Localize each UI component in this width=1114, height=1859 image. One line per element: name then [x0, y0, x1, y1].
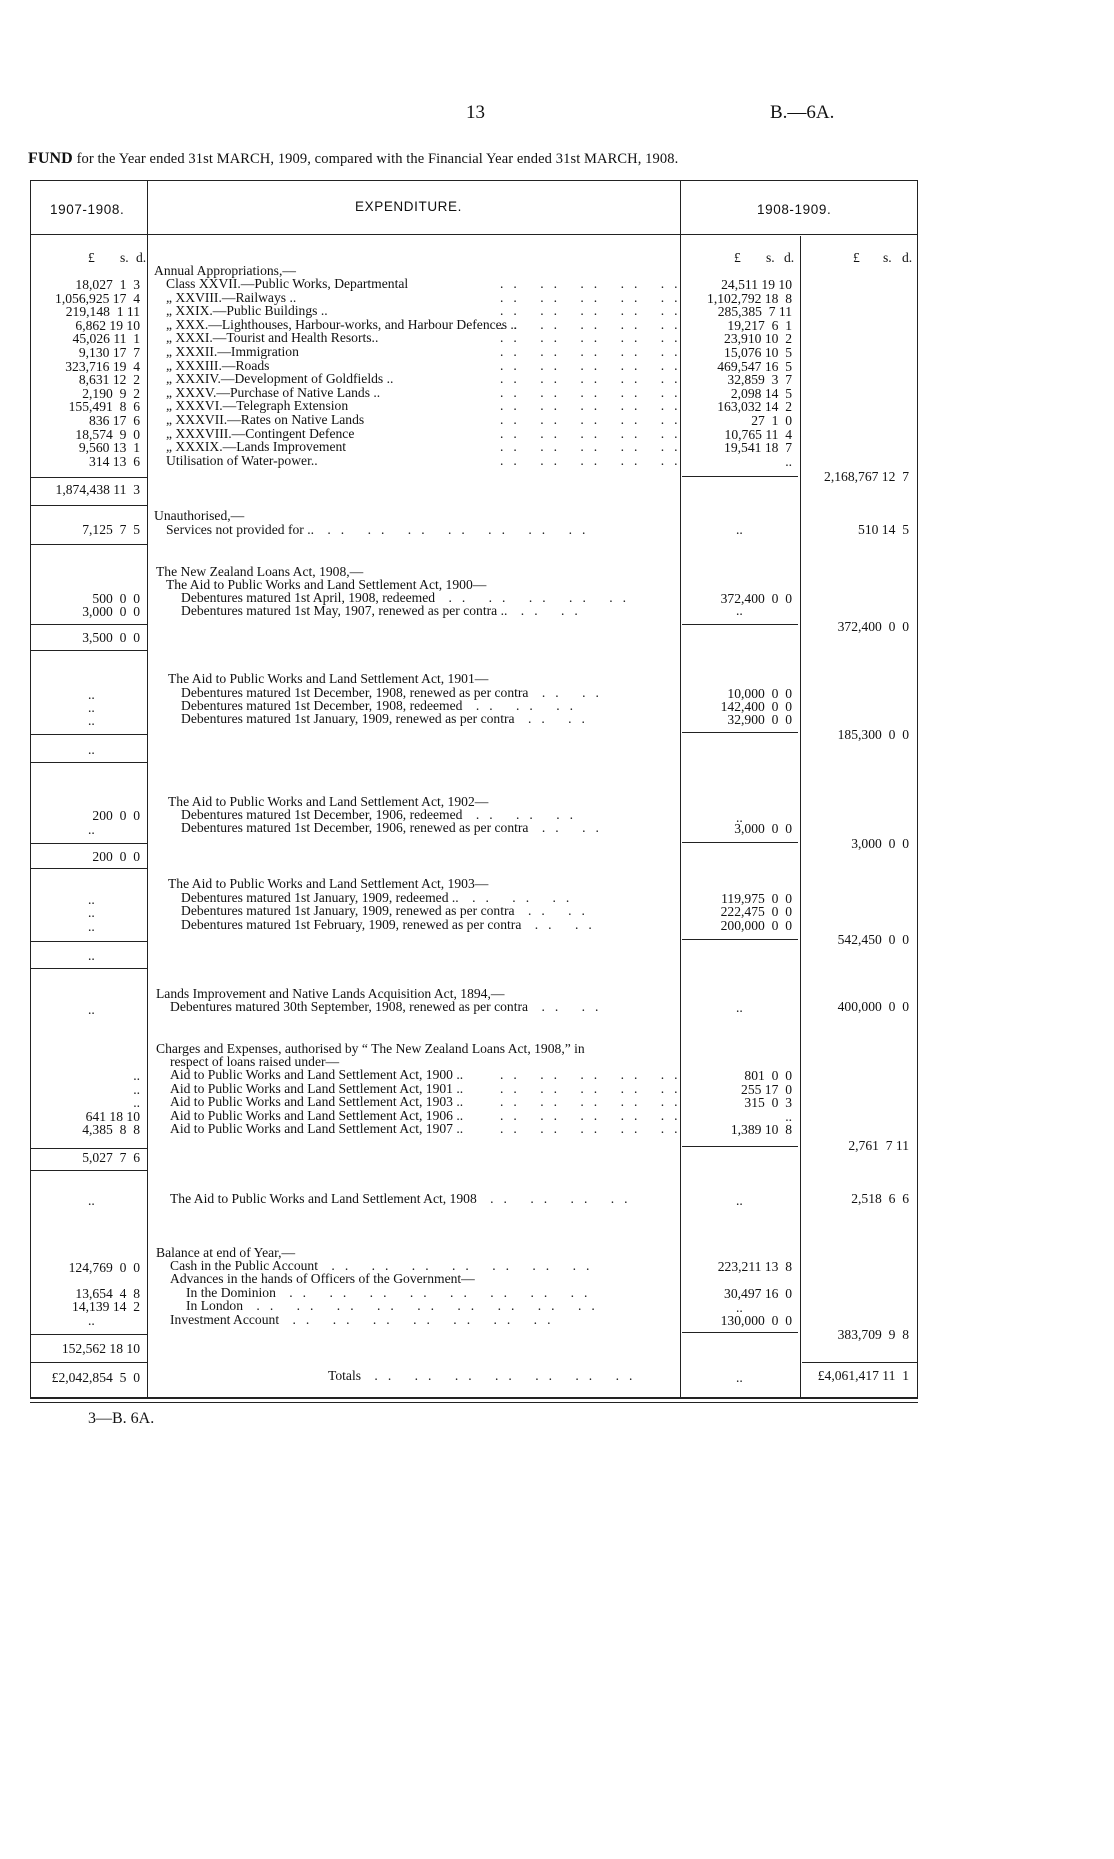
act1903-row-1-label: Debentures matured 1st January, 1909, redeemed .. .. .. .. [181, 890, 580, 905]
balance-cur-rule [682, 1332, 798, 1333]
annual-row-13-label: „ XXXIX.—Lands Improvement [166, 439, 347, 455]
act1903-prev-total: .. [88, 948, 95, 963]
annual-row-6-prev: 9,130 17 7 [78, 345, 140, 360]
act1902-prev-total: 200 0 0 [92, 849, 140, 864]
annual-row-7-leader: .. .. .. .. .. [500, 357, 688, 373]
annual-row-11-label: „ XXXVII.—Rates on Native Lands [166, 412, 365, 427]
charges-row-3-label: Aid to Public Works and Land Settlement Act, 1903 .. [170, 1094, 464, 1110]
balance-dominion-prev: 13,654 4 8 [75, 1286, 140, 1301]
annual-row-12-cur: 10,765 11 4 [724, 426, 792, 442]
annual-row-9-leader: .. .. .. .. .. [500, 384, 688, 400]
charges-heading-2: respect of loans raised under— [170, 1054, 340, 1069]
annual-row-9-label: „ XXXV.—Purchase of Native Lands .. [166, 384, 381, 400]
annual-row-1-cur: 24,511 19 10 [721, 277, 792, 292]
unit-pound-right: £ [853, 250, 860, 265]
charges-row-1-prev: .. [133, 1068, 140, 1083]
table-bottom-rule [30, 1397, 918, 1399]
annual-row-4-cur: 19,217 6 1 [727, 317, 792, 333]
table-left-edge [30, 180, 31, 1398]
annual-row-7-prev: 323,716 19 4 [65, 358, 140, 374]
title-lead: FUND [28, 150, 73, 167]
act1901-row-3-cur: 32,900 0 0 [727, 712, 792, 727]
column-header-1907: 1907-1908. [50, 202, 125, 217]
annual-row-8-label: „ XXXIV.—Development of Goldfields .. [166, 371, 394, 387]
unauth-cur: .. [736, 522, 743, 537]
annual-row-10-label: „ XXXVI.—Telegraph Extension [166, 398, 349, 414]
annual-row-8-prev: 8,631 12 2 [78, 372, 140, 388]
act1902-prev-rule [30, 843, 147, 844]
annual-row-5-prev: 45,026 11 1 [72, 331, 140, 347]
annual-row-12-leader: .. .. .. .. .. [500, 425, 688, 441]
balance-investment-label: Investment Account .. .. .. .. .. .. .. [170, 1312, 561, 1327]
act1901-prev-bottom-rule [30, 762, 147, 763]
lands1894-prev: .. [88, 1002, 95, 1017]
nzla-prev-total: 3,500 0 0 [82, 630, 140, 645]
unauth-prev-rule [30, 544, 147, 545]
nzla-row-2-cur: .. [736, 603, 743, 618]
column-header-expenditure: EXPENDITURE. [355, 199, 462, 214]
act1901-heading: The Aid to Public Works and Land Settlement Act, 1901— [168, 671, 489, 686]
table-bottom-rule-2 [30, 1402, 918, 1403]
annual-row-3-leader: .. .. .. .. .. [500, 303, 688, 319]
nzla-row-1-label: Debentures matured 1st April, 1908, redeemed .. .. .. .. .. [181, 590, 637, 605]
annual-row-8-cur: 32,859 3 7 [727, 372, 792, 388]
act1902-total: 3,000 0 0 [851, 836, 909, 851]
act1903-row-1-cur: 119,975 0 0 [721, 891, 792, 906]
act1903-row-3-label: Debentures matured 1st February, 1909, renewed as per contra .. .. [181, 917, 602, 932]
balance-london-prev: 14,139 14 2 [72, 1299, 140, 1314]
annual-row-1-leader: .. .. .. .. .. [500, 276, 688, 291]
act1903-heading: The Aid to Public Works and Land Settlement Act, 1903— [168, 876, 489, 891]
annual-prev-bottom-rule [30, 505, 147, 506]
charges-prev-bottom-rule [30, 1170, 147, 1171]
annual-row-6-leader: .. .. .. .. .. [500, 344, 688, 359]
nzla-heading: The New Zealand Loans Act, 1908,— [156, 564, 364, 579]
act1902-row-1-cur: .. [736, 810, 743, 825]
totals-label: Totals .. .. .. .. .. .. .. [328, 1368, 643, 1383]
unit-s-left: s. [120, 250, 129, 265]
balance-cash-prev: 124,769 0 0 [68, 1260, 140, 1275]
lands1894-heading: Lands Improvement and Native Lands Acquisition Act, 1894,— [156, 986, 505, 1001]
nzla-cur-rule [682, 624, 798, 625]
nzla-row-1-prev: 500 0 0 [92, 591, 140, 606]
balance-cash-label: Cash in the Public Account .. .. .. .. .. .. .. [170, 1258, 600, 1273]
balance-advances-label: Advances in the hands of Officers of the Government— [170, 1271, 475, 1286]
charges-row-2-prev: .. [133, 1081, 140, 1097]
nzla-subheading: The Aid to Public Works and Land Settlement Act, 1900— [166, 577, 487, 592]
unauth-heading: Unauthorised,— [154, 508, 245, 523]
charges-row-3-prev: .. [133, 1095, 140, 1111]
act1902-row-2-prev: .. [88, 822, 95, 837]
annual-row-14-label: Utilisation of Water-power.. [166, 452, 318, 468]
table-top-rule [30, 180, 918, 181]
page-number: 13 [466, 102, 485, 123]
annual-row-14-cur: .. [785, 453, 792, 469]
signature-mark: 3—B. 6A. [88, 1410, 155, 1427]
act1908-label: The Aid to Public Works and Land Settlement Act, 1908 .. .. .. .. [170, 1191, 638, 1206]
act1901-total: 185,300 0 0 [837, 727, 909, 742]
charges-row-4-prev: 641 18 10 [85, 1108, 140, 1124]
nzla-prev-bottom-rule [30, 650, 147, 651]
unauth-prev: 7,125 7 5 [82, 522, 140, 537]
lands1894-cur: .. [736, 1000, 743, 1015]
charges-cur-rule [682, 1146, 798, 1147]
act1903-row-2-label: Debentures matured 1st January, 1909, renewed as per contra .. .. [181, 903, 595, 918]
act1901-row-2-prev: .. [88, 700, 95, 715]
annual-row-2-cur: 1,102,792 18 8 [707, 290, 792, 306]
act1901-row-1-label: Debentures matured 1st December, 1908, renewed as per contra .. .. [181, 685, 609, 700]
annual-prev-rule [30, 477, 147, 478]
document-reference: B.—6A. [770, 102, 835, 123]
table-header-rule [30, 234, 918, 235]
balance-heading: Balance at end of Year,— [156, 1245, 296, 1260]
annual-row-3-prev: 219,148 1 11 [65, 304, 140, 320]
annual-row-7-cur: 469,547 16 5 [717, 358, 792, 374]
act1903-prev-bottom-rule [30, 968, 147, 969]
unauth-label: Services not provided for .. .. .. .. .. .. .. .. [166, 522, 596, 537]
annual-row-11-cur: 27 1 0 [751, 413, 792, 428]
unit-s-right: s. [883, 250, 892, 265]
act1903-row-2-cur: 222,475 0 0 [720, 904, 792, 919]
act1903-row-2-prev: .. [88, 905, 95, 920]
balance-london-label: In London .. .. .. .. .. .. .. .. .. [186, 1298, 605, 1313]
unit-d-mid: d. [784, 250, 795, 265]
col-divider-left [147, 180, 148, 1398]
act1901-prev-rule [30, 734, 147, 735]
totals-right-top-rule [802, 1362, 917, 1363]
annual-row-5-leader: .. .. .. .. .. [500, 330, 688, 346]
act1903-row-1-prev: .. [88, 892, 95, 907]
lands1894-label: Debentures matured 30th September, 1908, renewed as per contra .. .. [170, 999, 609, 1014]
charges-row-4-leader: .. .. .. .. .. [500, 1107, 688, 1123]
balance-dominion-cur: 30,497 16 0 [724, 1286, 792, 1301]
act1901-row-1-cur: 10,000 0 0 [727, 686, 792, 701]
annual-row-14-prev: 314 13 6 [89, 453, 140, 469]
nzla-row-1-cur: 372,400 0 0 [720, 591, 792, 606]
charges-prev-total: 5,027 7 6 [82, 1150, 140, 1165]
annual-row-11-leader: .. .. .. .. .. [500, 412, 688, 427]
totals-total: £4,061,417 11 1 [817, 1368, 909, 1383]
nzla-row-2-label: Debentures matured 1st May, 1907, renewed as per contra .. .. .. [181, 603, 588, 618]
charges-row-4-cur: .. [785, 1108, 792, 1124]
unit-s-mid: s. [766, 250, 775, 265]
column-header-1908: 1908-1909. [757, 202, 832, 217]
act1901-prev-total: .. [88, 742, 95, 757]
balance-london-cur: .. [736, 1300, 743, 1315]
annual-row-9-prev: 2,190 9 2 [82, 385, 140, 401]
act1903-total: 542,450 0 0 [837, 932, 909, 947]
charges-row-2-label: Aid to Public Works and Land Settlement Act, 1901 .. [170, 1080, 464, 1096]
charges-row-5-prev: 4,385 8 8 [82, 1122, 140, 1138]
act1901-row-3-prev: .. [88, 713, 95, 728]
annual-row-10-cur: 163,032 14 2 [717, 399, 792, 415]
act1908-total: 2,518 6 6 [851, 1191, 909, 1206]
annual-row-11-prev: 836 17 6 [89, 413, 140, 428]
annual-row-2-leader: .. .. .. .. .. [500, 289, 688, 305]
annual-row-2-label: „ XXVIII.—Railways .. [166, 289, 297, 305]
act1903-cur-rule [682, 939, 798, 940]
annual-cur-rule [682, 476, 798, 477]
charges-row-1-label: Aid to Public Works and Land Settlement Act, 1900 .. [170, 1067, 464, 1082]
unauth-total: 510 14 5 [858, 522, 909, 537]
annual-row-7-label: „ XXXIII.—Roads [166, 357, 270, 373]
act1902-row-2-cur: 3,000 0 0 [734, 821, 792, 836]
act1901-row-3-label: Debentures matured 1st January, 1909, renewed as per contra .. .. [181, 711, 595, 726]
lands1894-total: 400,000 0 0 [837, 999, 909, 1014]
annual-row-4-prev: 6,862 19 10 [75, 317, 140, 333]
act1901-row-1-prev: .. [88, 687, 95, 702]
act1902-cur-rule [682, 842, 798, 843]
unit-d-right: d. [902, 250, 913, 265]
charges-row-2-leader: .. .. .. .. .. [500, 1080, 688, 1096]
annual-row-3-label: „ XXIX.—Public Buildings .. [166, 303, 328, 319]
annual-row-5-cur: 23,910 10 2 [724, 331, 792, 347]
annual-row-13-cur: 19,541 18 7 [724, 440, 792, 456]
title-rest: for the Year ended 31st MARCH, 1909, compared with the Financial Year ended 31st MARCH, 1908. [76, 151, 679, 167]
act1903-prev-rule [30, 941, 147, 942]
annual-row-3-cur: 285,385 7 11 [717, 304, 792, 320]
act1902-heading: The Aid to Public Works and Land Settlement Act, 1902— [168, 794, 489, 809]
balance-prev-rule [30, 1334, 147, 1335]
totals-prev: £2,042,854 5 0 [51, 1370, 140, 1385]
annual-row-5-label: „ XXXI.—Tourist and Health Resorts.. [166, 330, 379, 346]
act1901-cur-rule [682, 732, 798, 733]
annual-cur-total: 2,168,767 12 7 [824, 469, 909, 484]
unit-d-left: d. [136, 250, 147, 265]
annual-row-12-prev: 18,574 9 0 [75, 426, 140, 442]
charges-row-5-cur: 1,389 10 8 [730, 1122, 792, 1138]
act1902-row-1-label: Debentures matured 1st December, 1906, redeemed .. .. .. [181, 807, 584, 822]
act1902-prev-bottom-rule [30, 868, 147, 869]
charges-total: 2,761 7 11 [848, 1138, 909, 1153]
annual-row-6-cur: 15,076 10 5 [724, 345, 792, 360]
charges-heading: Charges and Expenses, authorised by “ The New Zealand Loans Act, 1908,” in [156, 1041, 585, 1056]
table-right-edge [917, 180, 918, 1398]
charges-row-5-label: Aid to Public Works and Land Settlement Act, 1907 .. [170, 1121, 464, 1137]
charges-row-1-cur: 801 0 0 [744, 1068, 792, 1083]
act1901-row-2-label: Debentures matured 1st December, 1908, redeemed .. .. .. [181, 698, 584, 713]
act1901-row-2-cur: 142,400 0 0 [720, 699, 792, 714]
unit-pound-mid: £ [734, 250, 741, 265]
annual-row-1-prev: 18,027 1 3 [75, 277, 140, 292]
balance-prev-total: 152,562 18 10 [61, 1341, 140, 1356]
balance-cash-cur: 223,211 13 8 [717, 1259, 792, 1274]
balance-prev-bottom-rule [30, 1362, 147, 1363]
act1902-row-1-prev: 200 0 0 [92, 808, 140, 823]
charges-row-4-label: Aid to Public Works and Land Settlement Act, 1906 .. [170, 1107, 464, 1123]
balance-total: 383,709 9 8 [837, 1327, 909, 1342]
act1908-cur: .. [736, 1193, 743, 1208]
charges-row-5-leader: .. .. .. .. .. [500, 1121, 688, 1137]
charges-row-1-leader: .. .. .. .. .. [500, 1067, 688, 1082]
annual-row-1-label: Class XXVII.—Public Works, Departmental [166, 276, 409, 291]
totals-cur: .. [736, 1370, 743, 1385]
annual-row-13-leader: .. .. .. .. .. [500, 439, 688, 455]
annual-row-2-prev: 1,056,925 17 4 [55, 290, 140, 306]
charges-row-2-cur: 255 17 0 [741, 1081, 792, 1097]
balance-investment-prev: .. [88, 1313, 95, 1328]
annual-row-4-label: „ XXX.—Lighthouses, Harbour-works, and Harbour Defences .. [166, 316, 518, 332]
annual-prev-total: 1,874,438 11 3 [55, 482, 140, 497]
annual-row-14-leader: .. .. .. .. .. [500, 452, 688, 468]
annual-heading: Annual Appropriations,— [154, 263, 296, 278]
annual-row-13-prev: 9,560 13 1 [78, 440, 140, 456]
nzla-prev-rule [30, 624, 147, 625]
nzla-row-2-prev: 3,000 0 0 [82, 604, 140, 619]
page-title [28, 150, 678, 168]
annual-row-9-cur: 2,098 14 5 [730, 385, 792, 401]
act1903-row-3-prev: .. [88, 919, 95, 934]
annual-row-4-leader: .. .. .. .. .. [500, 316, 688, 332]
nzla-total: 372,400 0 0 [837, 619, 909, 634]
charges-row-3-cur: 315 0 3 [744, 1095, 792, 1111]
annual-row-12-label: „ XXXVIII.—Contingent Defence [166, 425, 355, 441]
balance-investment-cur: 130,000 0 0 [720, 1313, 792, 1328]
annual-row-8-leader: .. .. .. .. .. [500, 371, 688, 387]
annual-row-6-label: „ XXXII.—Immigration [166, 344, 299, 359]
annual-row-10-leader: .. .. .. .. .. [500, 398, 688, 414]
act1908-prev: .. [88, 1193, 95, 1208]
charges-row-3-leader: .. .. .. .. .. [500, 1094, 688, 1110]
act1903-row-3-cur: 200,000 0 0 [720, 918, 792, 933]
act1902-row-2-label: Debentures matured 1st December, 1906, renewed as per contra .. .. [181, 820, 609, 835]
col-divider-inner [800, 236, 801, 1398]
unit-pound-left: £ [88, 250, 95, 265]
charges-prev-rule [30, 1148, 147, 1149]
annual-row-10-prev: 155,491 8 6 [68, 399, 140, 415]
balance-dominion-label: In the Dominion .. .. .. .. .. .. .. .. [186, 1285, 598, 1300]
